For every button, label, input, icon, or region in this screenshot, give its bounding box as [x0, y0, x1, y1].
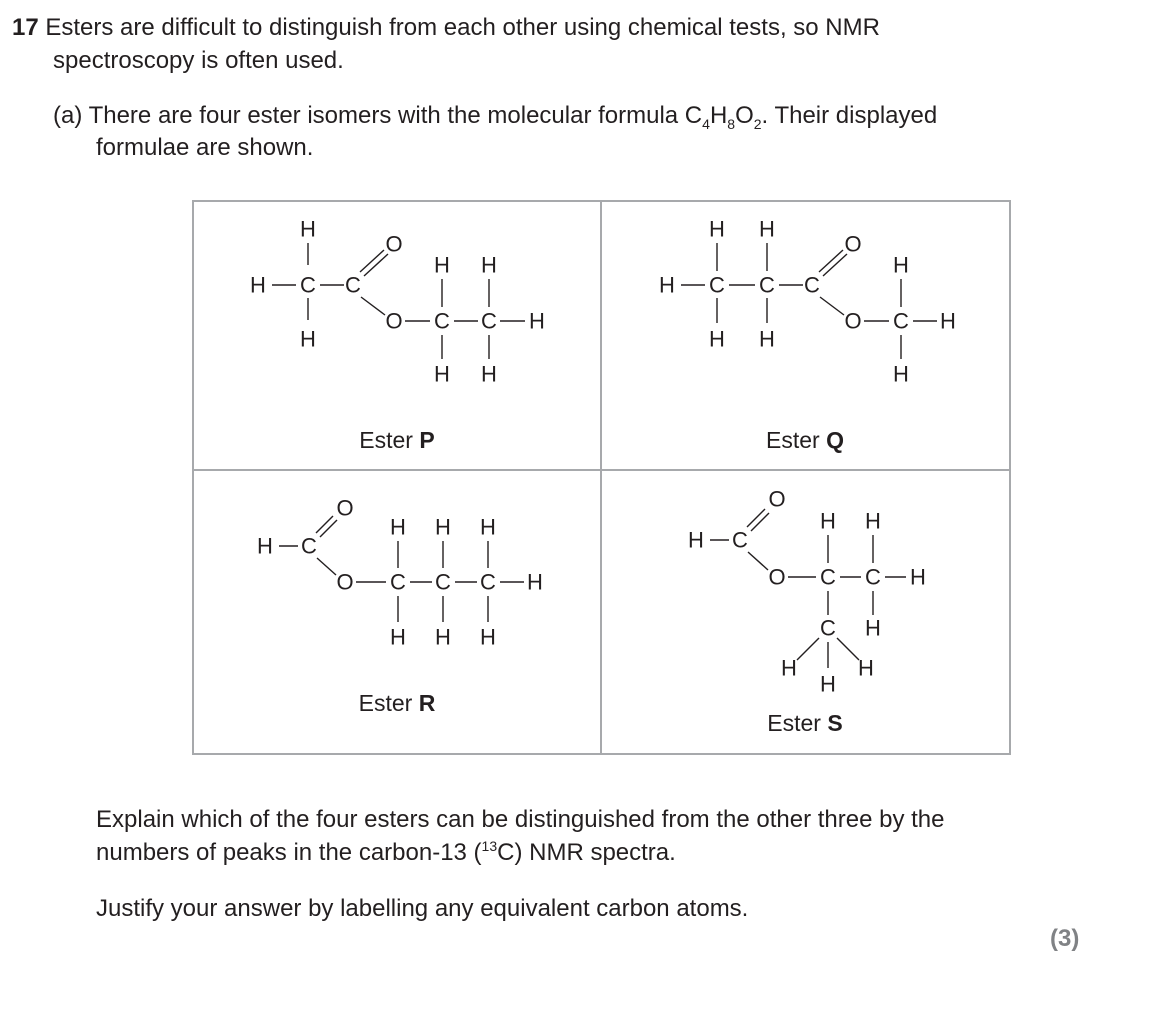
svg-text:C: C — [732, 527, 748, 553]
svg-text:H: H — [865, 508, 881, 534]
svg-text:C: C — [820, 615, 836, 641]
svg-text:H: H — [709, 326, 725, 352]
svg-text:H: H — [940, 308, 956, 334]
svg-text:H: H — [300, 216, 316, 242]
svg-text:C: C — [759, 272, 775, 298]
svg-text:H: H — [865, 615, 881, 641]
svg-text:C: C — [709, 272, 725, 298]
ester-s-label: Ester S — [767, 710, 843, 736]
ester-r-label: Ester R — [358, 690, 436, 716]
svg-text:O: O — [844, 308, 862, 334]
svg-text:C: C — [480, 569, 496, 595]
svg-text:C: C — [804, 272, 820, 298]
svg-text:H: H — [659, 272, 675, 298]
ester-s-structure — [688, 487, 926, 697]
svg-text:H: H — [759, 326, 775, 352]
svg-text:H: H — [820, 671, 836, 697]
part-a-line1: (a) There are four ester isomers with the molecular formula $C_4H_8O_2$. Their displayed — [53, 102, 938, 132]
svg-text:C: C — [820, 564, 836, 590]
svg-text:C: C — [435, 569, 451, 595]
svg-text:O: O — [768, 486, 786, 512]
svg-text:O: O — [844, 231, 862, 257]
part-a-label: (a) — [53, 102, 83, 129]
svg-text:O: O — [336, 569, 354, 595]
svg-text:H: H — [481, 252, 497, 278]
svg-text:H: H — [529, 308, 545, 334]
svg-text:C: C — [301, 533, 317, 559]
svg-text:H: H — [480, 624, 496, 650]
svg-text:C: C — [390, 569, 406, 595]
explain-line1: Explain which of the four esters can be distinguished from the other three by the — [96, 806, 945, 833]
svg-text:H: H — [481, 361, 497, 387]
svg-text:H: H — [709, 216, 725, 242]
ester-q-structure — [659, 217, 956, 387]
ester-r-structure — [257, 496, 543, 650]
svg-text:H: H — [527, 569, 543, 595]
question-number: 17 — [12, 14, 39, 41]
ester-p-structure — [250, 217, 545, 387]
justify-instruction: Justify your answer by labelling any equivalent carbon atoms. — [96, 895, 749, 922]
svg-text:H: H — [820, 508, 836, 534]
svg-text:O: O — [385, 308, 403, 334]
ester-p-label: Ester P — [359, 427, 435, 453]
svg-text:C: C — [893, 308, 909, 334]
svg-text:H: H — [893, 361, 909, 387]
svg-text:H: H — [759, 216, 775, 242]
svg-text:C: C — [345, 272, 361, 298]
question-intro-line2: spectroscopy is often used. — [53, 47, 344, 74]
svg-text:H: H — [250, 272, 266, 298]
svg-text:C: C — [300, 272, 316, 298]
svg-text:H: H — [434, 252, 450, 278]
svg-text:H: H — [480, 514, 496, 540]
ester-q-label: Ester Q — [766, 427, 844, 453]
svg-text:O: O — [768, 564, 786, 590]
svg-text:C: C — [434, 308, 450, 334]
part-a-line2: formulae are shown. — [96, 134, 314, 161]
svg-text:H: H — [893, 252, 909, 278]
explain-line2: numbers of peaks in the carbon-13 ($^{13}$C) NMR spectra. — [96, 838, 676, 866]
svg-text:C: C — [865, 564, 881, 590]
marks-allocation: (3) — [1050, 925, 1080, 952]
svg-text:H: H — [300, 326, 316, 352]
svg-text:O: O — [385, 231, 403, 257]
svg-text:H: H — [858, 655, 874, 681]
svg-text:H: H — [390, 624, 406, 650]
svg-text:H: H — [435, 514, 451, 540]
svg-text:H: H — [781, 655, 797, 681]
svg-text:H: H — [688, 527, 704, 553]
svg-text:C: C — [481, 308, 497, 334]
question-intro-line1: Esters are difficult to distinguish from each other using chemical tests, so NMR — [45, 14, 880, 41]
svg-text:H: H — [435, 624, 451, 650]
svg-text:H: H — [434, 361, 450, 387]
svg-text:H: H — [257, 533, 273, 559]
svg-text:H: H — [390, 514, 406, 540]
svg-text:O: O — [336, 495, 354, 521]
svg-text:H: H — [910, 564, 926, 590]
